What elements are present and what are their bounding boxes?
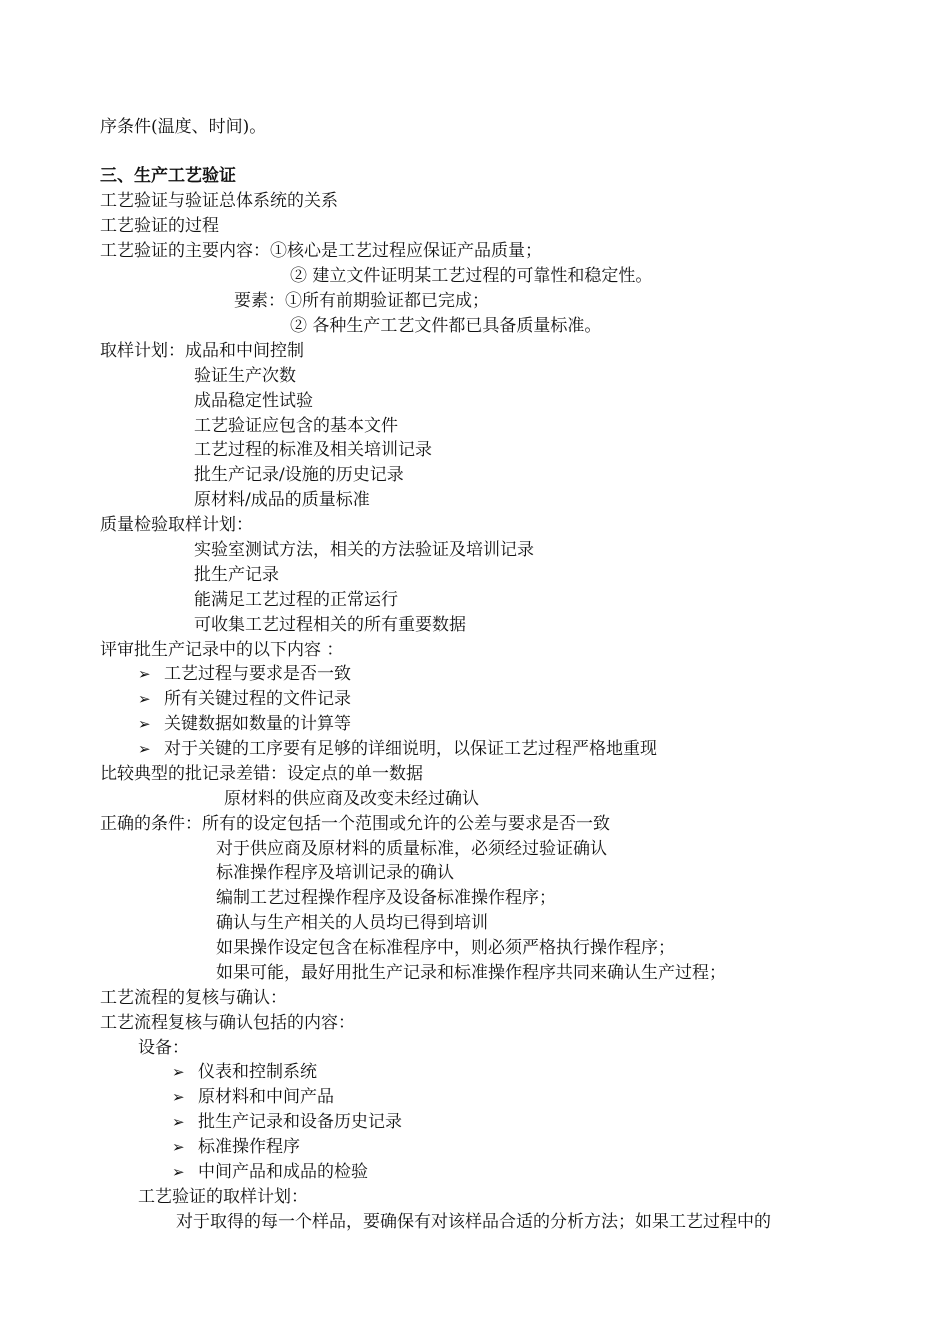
text-line: 工艺过程的标准及相关培训记录 [194,440,432,460]
text-line: 序条件(温度、时间)。 [100,117,267,137]
list-item [172,1135,300,1159]
list-item-text: 批生产记录和设备历史记录 [198,1112,402,1132]
text-line: ② 各种生产工艺文件都已具备质量标准。 [290,316,602,336]
list-item [172,1085,334,1109]
text-line: 取样计划：成品和中间控制 [100,341,304,361]
text-line: 设备： [138,1038,189,1058]
text-line: 工艺验证的主要内容：①核心是工艺过程应保证产品质量； [100,241,542,261]
arrow-bullet-icon: ➢ [138,665,151,683]
arrow-bullet-icon: ➢ [138,740,151,758]
list-item-text: 工艺过程与要求是否一致 [164,664,351,684]
text-line: 工艺验证的过程 [100,216,219,236]
text-line: 如果可能，最好用批生产记录和标准操作程序共同来确认生产过程； [216,963,726,983]
list-item-text: 中间产品和成品的检验 [198,1162,368,1182]
list-item-text: 所有关键过程的文件记录 [164,689,351,709]
text-line: 工艺流程的复核与确认： [100,988,287,1008]
text-line: 能满足工艺过程的正常运行 [194,590,398,610]
list-item [172,1110,402,1134]
list-item [138,712,351,736]
list-item [138,662,351,686]
text-line: 工艺验证的取样计划： [138,1187,308,1207]
text-line: 正确的条件：所有的设定包括一个范围或允许的公差与要求是否一致 [100,814,610,834]
text-line: 工艺验证应包含的基本文件 [194,416,398,436]
text-line: ② 建立文件证明某工艺过程的可靠性和稳定性。 [290,266,653,286]
text-line: 编制工艺过程操作程序及设备标准操作程序； [216,888,556,908]
list-item-text: 标准操作程序 [198,1137,300,1157]
list-item-text: 原材料和中间产品 [198,1087,334,1107]
text-line: 工艺验证与验证总体系统的关系 [100,191,338,211]
list-item [172,1060,317,1084]
list-item-text: 仪表和控制系统 [198,1062,317,1082]
arrow-bullet-icon: ➢ [172,1088,185,1106]
arrow-bullet-icon: ➢ [172,1163,185,1181]
list-item [138,737,657,761]
arrow-bullet-icon: ➢ [138,715,151,733]
text-line: 如果操作设定包含在标准程序中，则必须严格执行操作程序； [216,938,675,958]
list-item [138,687,351,711]
text-line: 验证生产次数 [194,366,296,386]
text-line: 原材料的供应商及改变未经过确认 [224,789,479,809]
arrow-bullet-icon: ➢ [172,1138,185,1156]
text-line: 对于供应商及原材料的质量标准，必须经过验证确认 [216,839,607,859]
text-line: 批生产记录/设施的历史记录 [194,465,404,485]
text-line: 工艺流程复核与确认包括的内容： [100,1013,355,1033]
text-line: 评审批生产记录中的以下内容 ： [100,640,344,660]
text-line: 可收集工艺过程相关的所有重要数据 [194,615,466,635]
text-line: 实验室测试方法，相关的方法验证及培训记录 [194,540,534,560]
list-item-text: 关键数据如数量的计算等 [164,714,351,734]
text-line: 标准操作程序及培训记录的确认 [216,863,454,883]
text-line: 要素：①所有前期验证都已完成； [234,291,489,311]
section-heading: 三、生产工艺验证 [100,166,236,186]
text-line: 确认与生产相关的人员均已得到培训 [216,913,488,933]
text-line: 比较典型的批记录差错：设定点的单一数据 [100,764,423,784]
list-item [172,1160,368,1184]
text-line: 原材料/成品的质量标准 [194,490,370,510]
text-line: 对于取得的每一个样品，要确保有对该样品合适的分析方法；如果工艺过程中的 [176,1212,771,1232]
list-item-text: 对于关键的工序要有足够的详细说明，以保证工艺过程严格地重现 [164,739,657,759]
arrow-bullet-icon: ➢ [172,1113,185,1131]
arrow-bullet-icon: ➢ [138,690,151,708]
arrow-bullet-icon: ➢ [172,1063,185,1081]
text-line: 成品稳定性试验 [194,391,313,411]
text-line: 批生产记录 [194,565,279,585]
text-line: 质量检验取样计划： [100,515,253,535]
